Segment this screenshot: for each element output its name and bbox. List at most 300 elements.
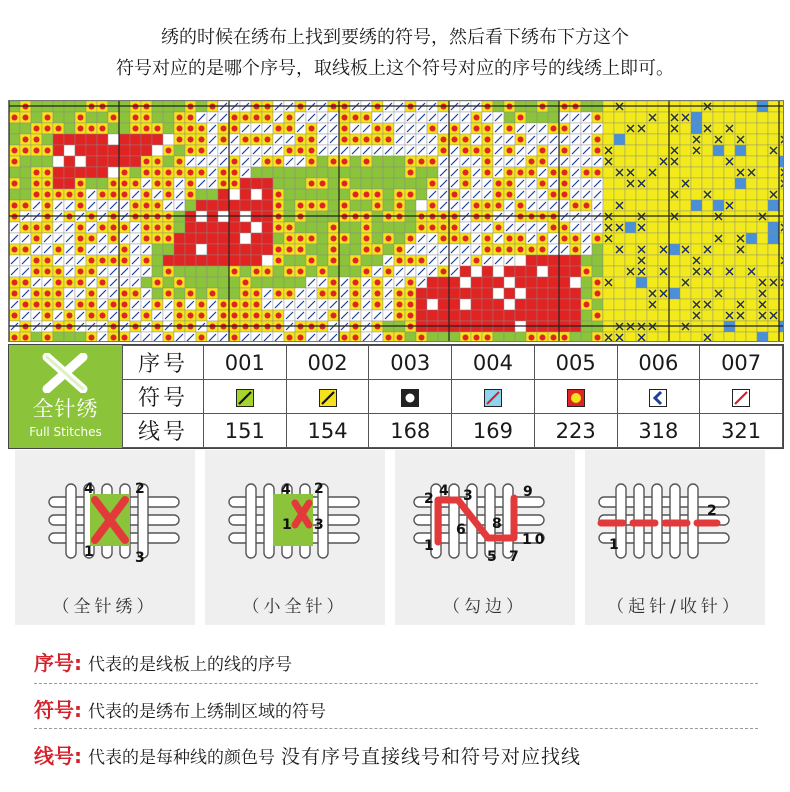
grid-cell — [614, 178, 625, 189]
grid-cell — [669, 222, 680, 233]
legend-row-thread — [123, 414, 783, 448]
grid-dot — [353, 192, 359, 198]
grid-dot — [595, 313, 601, 319]
grid-dot — [474, 148, 480, 154]
weave-thread — [264, 484, 274, 558]
grid-cell — [207, 222, 218, 233]
grid-dot — [23, 280, 29, 286]
grid-cell — [405, 200, 416, 211]
grid-cell — [97, 178, 108, 189]
grid-cell — [438, 277, 449, 288]
grid-cell — [306, 189, 317, 200]
grid-dot — [375, 302, 381, 308]
grid-dot — [122, 181, 128, 187]
grid-cell — [262, 200, 273, 211]
grid-dot — [45, 291, 51, 297]
grid-cell — [251, 189, 262, 200]
grid-dot — [342, 335, 348, 341]
grid-dot — [331, 258, 337, 264]
grid-cell — [218, 288, 229, 299]
grid-dot — [155, 126, 161, 132]
grid-dot — [34, 291, 40, 297]
grid-dot — [45, 170, 51, 176]
grid-dot — [188, 192, 194, 198]
grid-cell — [306, 244, 317, 255]
grid-dot — [419, 335, 425, 341]
grid-dot — [397, 302, 403, 308]
grid-cell — [680, 233, 691, 244]
grid-cell — [603, 123, 614, 134]
grid-dot — [254, 313, 260, 319]
caption-start-end: （起针/收针） — [607, 597, 743, 617]
grid-cell — [746, 189, 757, 200]
grid-dot — [309, 159, 315, 165]
grid-cell — [383, 189, 394, 200]
grid-cell — [218, 332, 229, 341]
grid-dot — [45, 313, 51, 319]
grid-cell — [614, 134, 625, 145]
symbol-cell — [700, 380, 783, 414]
grid-cell — [658, 233, 669, 244]
grid-dot — [485, 170, 491, 176]
grid-cell — [768, 123, 779, 134]
grid-cell — [636, 112, 647, 123]
grid-cell — [141, 145, 152, 156]
grid-cell — [603, 178, 614, 189]
grid-dot — [540, 247, 546, 253]
stitch-number: 5 — [487, 549, 497, 565]
grid-cell — [31, 112, 42, 123]
weave-thread — [449, 484, 459, 558]
grid-dot — [430, 203, 436, 209]
grid-cell — [724, 332, 735, 341]
grid-cell — [207, 244, 218, 255]
grid-cell — [394, 167, 405, 178]
grid-cell — [746, 233, 757, 244]
grid-cell — [757, 244, 768, 255]
grid-cell — [515, 332, 526, 341]
grid-cell — [493, 288, 504, 299]
grid-cell — [691, 167, 702, 178]
grid-cell — [636, 233, 647, 244]
grid-dot — [243, 291, 249, 297]
grid-dot — [441, 148, 447, 154]
grid-cell — [724, 178, 735, 189]
grid-cell — [746, 332, 757, 341]
grid-cell — [9, 134, 20, 145]
grid-cell — [9, 167, 20, 178]
grid-dot — [375, 137, 381, 143]
grid-cell — [416, 299, 427, 310]
grid-dot — [122, 247, 128, 253]
thread-cell: 154 — [286, 414, 369, 448]
grid-dot — [353, 302, 359, 308]
thread-cell: 168 — [369, 414, 452, 448]
caption-small-stitch: （小全针） — [242, 597, 348, 617]
grid-cell — [306, 332, 317, 341]
grid-dot — [34, 258, 40, 264]
grid-dot — [199, 335, 205, 341]
grid-dot — [144, 159, 150, 165]
grid-dot — [56, 280, 62, 286]
grid-dot — [331, 159, 337, 165]
grid-cell — [570, 277, 581, 288]
grid-dot — [430, 126, 436, 132]
grid-cell — [471, 266, 482, 277]
grid-cell — [713, 266, 724, 277]
grid-cell — [658, 145, 669, 156]
grid-cell — [163, 156, 174, 167]
grid-dot — [100, 313, 106, 319]
grid-cell — [64, 156, 75, 167]
grid-dot — [386, 236, 392, 242]
grid-cell — [614, 266, 625, 277]
grid-cell — [53, 134, 64, 145]
grid-dot — [45, 148, 51, 154]
stitch-number: 2 — [707, 503, 717, 519]
grid-cell — [713, 145, 724, 156]
grid-dot — [408, 313, 414, 319]
grid-cell — [757, 112, 768, 123]
grid-dot — [309, 137, 315, 143]
grid-cell — [735, 189, 746, 200]
grid-cell — [625, 145, 636, 156]
grid-cell — [658, 112, 669, 123]
grid-cell — [295, 167, 306, 178]
grid-cell — [97, 167, 108, 178]
grid-cell — [746, 200, 757, 211]
grid-dot — [243, 302, 249, 308]
grid-cell — [735, 222, 746, 233]
definition-text: 代表的是每种线的颜色号 — [88, 748, 275, 768]
grid-dot — [89, 258, 95, 264]
grid-dot — [188, 126, 194, 132]
grid-cell — [647, 156, 658, 167]
grid-dot — [309, 258, 315, 264]
grid-cell — [163, 123, 174, 134]
grid-dot — [364, 137, 370, 143]
grid-cell — [427, 167, 438, 178]
grid-cell — [317, 156, 328, 167]
grid-cell — [658, 189, 669, 200]
grid-cell — [647, 123, 658, 134]
grid-dot — [408, 192, 414, 198]
grid-dot — [529, 335, 535, 341]
grid-dot — [166, 181, 172, 187]
grid-cell — [768, 288, 779, 299]
definition-symbol — [34, 694, 774, 723]
grid-dot — [342, 115, 348, 121]
grid-dot — [100, 280, 106, 286]
grid-cell — [691, 123, 702, 134]
symbol-cell — [204, 380, 287, 414]
symbol-cell — [452, 380, 535, 414]
grid-cell — [647, 244, 658, 255]
definition-text: 代表的是绣布上绣制区域的符号 — [88, 702, 326, 722]
grid-dot — [276, 159, 282, 165]
grid-cell — [284, 200, 295, 211]
grid-dot — [463, 181, 469, 187]
grid-dot — [584, 302, 590, 308]
grid-cell — [724, 189, 735, 200]
green-slash-icon — [236, 389, 254, 407]
white-dot-icon — [401, 389, 419, 407]
grid-cell — [174, 145, 185, 156]
grid-dot — [122, 170, 128, 176]
grid-cell — [702, 288, 713, 299]
grid-dot — [309, 236, 315, 242]
grid-cell — [603, 167, 614, 178]
grid-cell — [603, 299, 614, 310]
grid-dot — [441, 225, 447, 231]
grid-cell — [405, 178, 416, 189]
grid-cell — [614, 255, 625, 266]
grid-cell — [273, 233, 284, 244]
grid-cell — [20, 167, 31, 178]
grid-cell — [361, 200, 372, 211]
grid-cell — [658, 200, 669, 211]
grid-cell — [680, 332, 691, 341]
grid-dot — [144, 225, 150, 231]
grid-dot — [254, 269, 260, 275]
grid-cell — [735, 332, 746, 341]
stitch-number: 4 — [281, 482, 291, 498]
grid-cell — [735, 255, 746, 266]
grid-cell — [691, 189, 702, 200]
grid-dot — [408, 291, 414, 297]
grid-cell — [416, 178, 427, 189]
grid-cell — [526, 277, 537, 288]
grid-dot — [45, 203, 51, 209]
grid-cell — [570, 332, 581, 341]
grid-cell — [625, 310, 636, 321]
grid-cell — [361, 167, 372, 178]
grid-cell — [251, 277, 262, 288]
grid-cell — [735, 112, 746, 123]
grid-dot — [331, 225, 337, 231]
grid-cell — [240, 222, 251, 233]
grid-dot — [89, 291, 95, 297]
grid-dot — [364, 225, 370, 231]
grid-cell — [504, 112, 515, 123]
grid-cell — [702, 134, 713, 145]
grid-dot — [518, 115, 524, 121]
grid-cell — [548, 310, 559, 321]
grid-dot — [485, 159, 491, 165]
grid-dot — [155, 280, 161, 286]
grid-cell — [669, 288, 680, 299]
grid-cell — [658, 255, 669, 266]
grid-cell — [625, 222, 636, 233]
grid-cell — [735, 277, 746, 288]
grid-cell — [229, 233, 240, 244]
grid-cell — [658, 310, 669, 321]
grid-cell — [273, 178, 284, 189]
grid-cell — [317, 222, 328, 233]
grid-dot — [287, 148, 293, 154]
grid-cell — [636, 200, 647, 211]
grid-cell — [614, 189, 625, 200]
grid-cell — [548, 299, 559, 310]
grid-dot — [463, 170, 469, 176]
grid-cell — [218, 189, 229, 200]
grid-cell — [614, 112, 625, 123]
grid-cell — [163, 244, 174, 255]
grid-dot — [177, 170, 183, 176]
grid-cell — [119, 134, 130, 145]
grid-dot — [518, 236, 524, 242]
grid-cell — [240, 233, 251, 244]
grid-dot — [23, 335, 29, 341]
grid-cell — [724, 288, 735, 299]
grid-cell — [658, 178, 669, 189]
grid-dot — [595, 236, 601, 242]
grid-cell — [196, 255, 207, 266]
grid-dot — [507, 148, 513, 154]
weave-thread — [66, 484, 76, 558]
grid-dot — [584, 269, 590, 275]
grid-dot — [353, 291, 359, 297]
grid-cell — [625, 244, 636, 255]
grid-dot — [342, 181, 348, 187]
grid-cell — [339, 189, 350, 200]
grid-cell — [702, 332, 713, 341]
grid-cell — [196, 266, 207, 277]
grid-cell — [152, 145, 163, 156]
grid-cell — [713, 310, 724, 321]
grid-cell — [86, 112, 97, 123]
grid-cell — [449, 310, 460, 321]
legend-row-seq — [123, 346, 783, 380]
grid-cell — [97, 134, 108, 145]
grid-cell — [185, 277, 196, 288]
grid-cell — [240, 244, 251, 255]
grid-cell — [295, 255, 306, 266]
grid-cell — [229, 288, 240, 299]
grid-dot — [199, 302, 205, 308]
grid-cell — [394, 222, 405, 233]
grid-dot — [265, 115, 271, 121]
grid-cell — [614, 156, 625, 167]
grid-cell — [625, 233, 636, 244]
grid-cell — [218, 233, 229, 244]
grid-dot — [474, 203, 480, 209]
grid-cell — [240, 266, 251, 277]
grid-dot — [188, 313, 194, 319]
grid-dot — [562, 126, 568, 132]
grid-cell — [185, 255, 196, 266]
grid-dot — [78, 192, 84, 198]
grid-cell — [559, 277, 570, 288]
grid-cell — [537, 310, 548, 321]
grid-dot — [221, 126, 227, 132]
grid-dot — [397, 335, 403, 341]
grid-cell — [614, 123, 625, 134]
grid-dot — [78, 247, 84, 253]
grid-cell — [724, 222, 735, 233]
grid-dot — [144, 126, 150, 132]
grid-cell — [658, 123, 669, 134]
grid-cell — [119, 112, 130, 123]
grid-cell — [757, 255, 768, 266]
grid-cell — [581, 255, 592, 266]
grid-cell — [669, 167, 680, 178]
grid-dot — [221, 302, 227, 308]
grid-cell — [350, 156, 361, 167]
grid-dot — [12, 159, 18, 165]
grid-dot — [551, 126, 557, 132]
grid-dot — [364, 236, 370, 242]
grid-cell — [97, 145, 108, 156]
grid-dot — [298, 148, 304, 154]
grid-cell — [669, 233, 680, 244]
grid-cell — [636, 310, 647, 321]
grid-cell — [603, 134, 614, 145]
grid-cell — [372, 178, 383, 189]
grid-cell — [669, 332, 680, 341]
grid-cell — [680, 266, 691, 277]
grid-cell — [669, 299, 680, 310]
grid-cell — [163, 277, 174, 288]
grid-dot — [89, 302, 95, 308]
grid-dot — [188, 137, 194, 143]
grid-cell — [647, 233, 658, 244]
grid-cell — [460, 288, 471, 299]
grid-cell — [449, 332, 460, 341]
grid-cell — [86, 134, 97, 145]
grid-dot — [188, 170, 194, 176]
grid-dot — [232, 269, 238, 275]
grid-dot — [232, 115, 238, 121]
seq-cell: 001 — [204, 346, 287, 380]
stitch-number: 10 — [522, 532, 548, 548]
grid-dot — [166, 335, 172, 341]
grid-cell — [757, 178, 768, 189]
grid-cell — [691, 200, 702, 211]
grid-cell — [768, 299, 779, 310]
grid-cell — [768, 178, 779, 189]
grid-cell — [328, 266, 339, 277]
grid-cell — [482, 310, 493, 321]
grid-cell — [724, 277, 735, 288]
grid-cell — [273, 277, 284, 288]
grid-dot — [309, 181, 315, 187]
grid-cell — [724, 233, 735, 244]
grid-dot — [529, 170, 535, 176]
grid-dot — [287, 225, 293, 231]
grid-dot — [111, 225, 117, 231]
grid-dot — [12, 280, 18, 286]
grid-cell — [262, 332, 273, 341]
definition-thread — [34, 740, 774, 769]
grid-dot — [287, 335, 293, 341]
grid-dot — [507, 170, 513, 176]
grid-dot — [485, 335, 491, 341]
grid-dot — [12, 247, 18, 253]
grid-dot — [23, 203, 29, 209]
grid-cell — [603, 288, 614, 299]
grid-dot — [485, 203, 491, 209]
grid-dot — [518, 170, 524, 176]
grid-cell — [284, 178, 295, 189]
grid-dot — [529, 159, 535, 165]
symbol-cell — [369, 380, 452, 414]
grid-dot — [485, 236, 491, 242]
grid-cell — [680, 134, 691, 145]
grid-cell — [141, 332, 152, 341]
grid-dot — [144, 236, 150, 242]
grid-dot — [397, 247, 403, 253]
